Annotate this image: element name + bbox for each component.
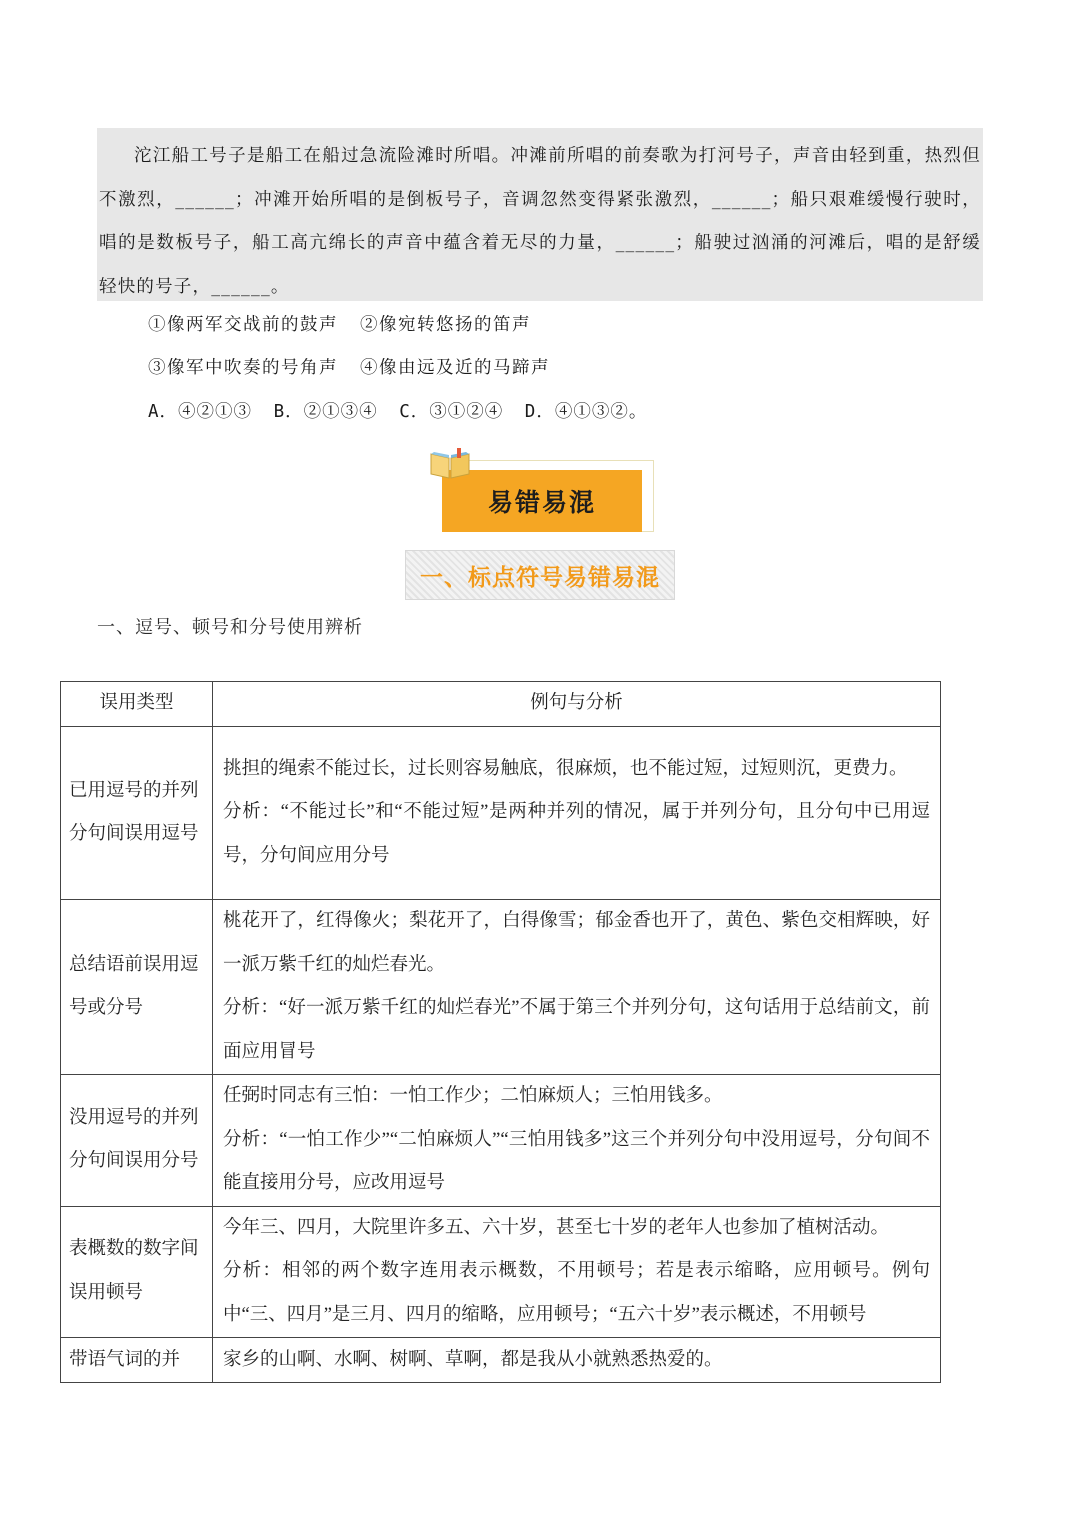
row-analysis: 分析：相邻的两个数字连用表示概数，不用顿号；若是表示缩略，应用顿号。例句中“三、四月”是三月、四月的缩略，应用顿号；“五六十岁”表示概述，不用顿号 — [223, 1261, 930, 1325]
option-2: ②像宛转悠扬的笛声 — [360, 315, 531, 335]
options-row — [148, 311, 531, 336]
row-type: 带语气词的并 — [61, 1338, 213, 1383]
row-content — [213, 1075, 941, 1207]
book-icon — [428, 446, 472, 480]
table-header-row — [61, 682, 941, 727]
row-analysis: 分析：“不能过长”和“不能过短”是两种并列的情况，属于并列分句，且分句中已用逗号，分句间应用分号 — [223, 802, 930, 866]
passage-text: 沱江船工号子是船工在船过急流险滩时所唱。冲滩前所唱的前奏歌为打河号子，声音由轻到重，热烈但不激烈，______；冲滩开始所唱的是倒板号子，音调忽然变得紧张激烈，______；船只艰难缓慢行驶时，唱的是数板号子，船工高亢绵长的声音中蕴含着无尽的力量，______；船驶过汹涌的河滩后，唱的是舒缓轻快的号子，______。 — [99, 146, 981, 297]
answer-d: D．④①③②。 — [524, 402, 648, 422]
row-content — [213, 900, 941, 1075]
row-content — [213, 727, 941, 900]
option-4: ④像由远及近的马蹄声 — [360, 358, 550, 378]
row-example: 桃花开了，红得像火；梨花开了，白得像雪；郁金香也开了，黄色、紫色交相辉映，好一派万紫千红的灿烂春光。 — [223, 911, 930, 975]
row-analysis: 分析：“好一派万紫千红的灿烂春光”不属于第三个并列分句，这句话用于总结前文，前面应用冒号 — [223, 998, 930, 1062]
row-type: 没用逗号的并列分句间误用分号 — [61, 1075, 213, 1207]
subheading: 一、逗号、顿号和分号使用辨析 — [97, 617, 363, 638]
row-example: 家乡的山啊、水啊、树啊、草啊，都是我从小就熟悉热爱的。 — [223, 1350, 723, 1370]
row-content — [213, 1206, 941, 1338]
row-example: 任弼时同志有三怕：一怕工作少；二怕麻烦人；三怕用钱多。 — [223, 1086, 723, 1106]
passage-box — [97, 128, 983, 301]
option-3: ③像军中吹奏的号角声 — [148, 358, 338, 378]
row-type: 表概数的数字间误用顿号 — [61, 1206, 213, 1338]
row-example: 挑担的绳索不能过长，过长则容易触底，很麻烦，也不能过短，过短则沉，更费力。 — [223, 758, 908, 779]
answer-c: C．③①②④ — [399, 402, 504, 422]
row-example: 今年三、四月，大院里许多五、六十岁，甚至七十岁的老年人也参加了植树活动。 — [223, 1217, 890, 1238]
punctuation-table — [60, 681, 941, 1383]
option-1: ①像两军交战前的鼓声 — [148, 315, 338, 335]
row-analysis: 分析：“一怕工作少”“二怕麻烦人”“三怕用钱多”这三个并列分句中没用逗号，分句间不能直接用分号，应改用逗号 — [223, 1129, 930, 1193]
row-type: 总结语前误用逗号或分号 — [61, 900, 213, 1075]
banner: 易错易混 — [442, 470, 642, 532]
table-row — [61, 1075, 941, 1207]
options-row — [148, 354, 550, 379]
table-row — [61, 727, 941, 900]
answer-choices — [148, 398, 647, 423]
header-type: 误用类型 — [61, 682, 213, 727]
answer-a: A．④②①③ — [148, 402, 253, 422]
table-row — [61, 1338, 941, 1383]
row-type: 已用逗号的并列分句间误用逗号 — [61, 727, 213, 900]
section-title: 一、标点符号易错易混 — [405, 550, 675, 600]
table-row — [61, 900, 941, 1075]
header-example: 例句与分析 — [213, 682, 941, 727]
answer-b: B．②①③④ — [273, 402, 378, 422]
table-row — [61, 1206, 941, 1338]
row-content — [213, 1338, 941, 1383]
